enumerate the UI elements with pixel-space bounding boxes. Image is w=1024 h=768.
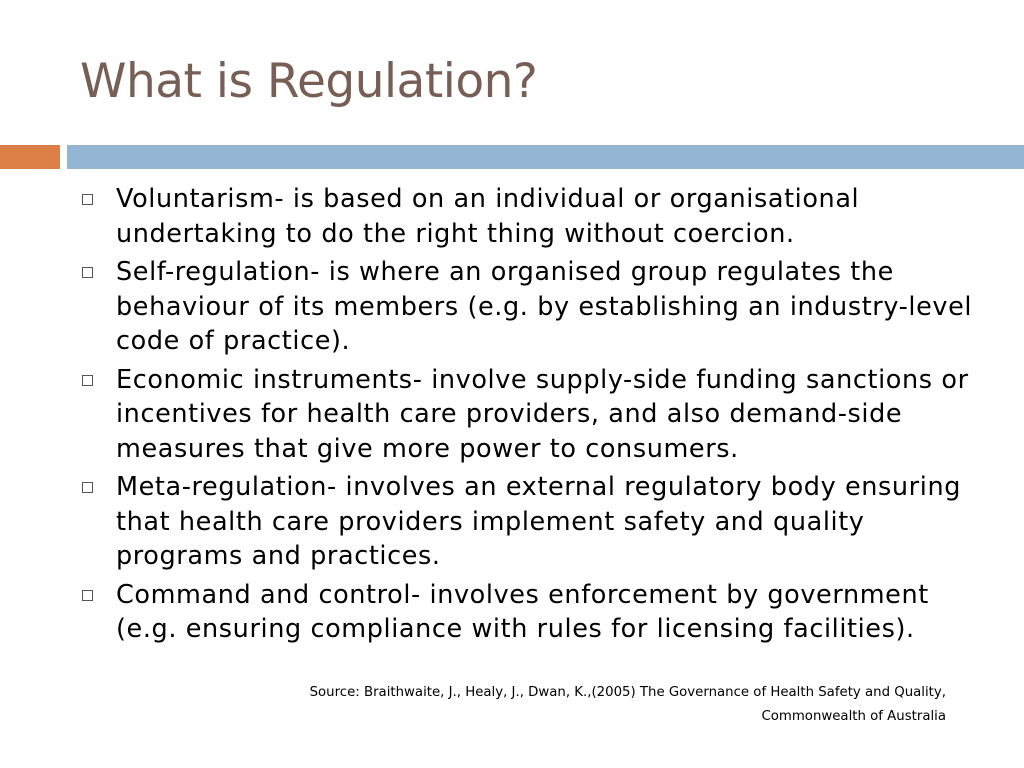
- accent-bar-orange: [0, 145, 60, 169]
- bullet-text: Meta-regulation- involves an external regulatory body ensuring that health care providers implement safety and quality programs and practices.: [116, 472, 961, 571]
- bullet-list: [76, 182, 976, 651]
- bullet-item-self-regulation: [76, 255, 976, 359]
- bullet-text: Economic instruments- involve supply-side funding sanctions or incentives for health care providers, and also demand-side measures that give more power to consumers.: [116, 364, 969, 464]
- square-bullet-icon: [82, 375, 93, 386]
- bullet-item-economic-instruments: [76, 363, 976, 467]
- bullet-text: Command and control- involves enforcement by government (e.g. ensuring compliance with rules for licensing facilities).: [116, 579, 929, 644]
- accent-bar-blue: [67, 145, 1024, 169]
- bullet-item-meta-regulation: [76, 470, 976, 574]
- square-bullet-icon: [82, 267, 93, 278]
- source-citation: [86, 681, 946, 729]
- bullet-text: Self-regulation- is where an organised group regulates the behaviour of its members (e.g. by establishing an industry-level code of practice).: [116, 257, 973, 356]
- square-bullet-icon: [82, 590, 93, 601]
- bullet-text: Voluntarism- is based on an individual or organisational undertaking to do the right thing without coercion.: [116, 184, 860, 249]
- source-line-2: Commonwealth of Australia: [761, 709, 946, 724]
- bullet-item-command-and-control: [76, 578, 976, 647]
- square-bullet-icon: [82, 194, 93, 205]
- source-line-1: Source: Braithwaite, J., Healy, J., Dwan, K.,(2005) The Governance of Health Safety and Quality,: [309, 685, 946, 700]
- slide-title: What is Regulation?: [80, 54, 538, 109]
- square-bullet-icon: [82, 482, 93, 493]
- bullet-item-voluntarism: [76, 182, 976, 251]
